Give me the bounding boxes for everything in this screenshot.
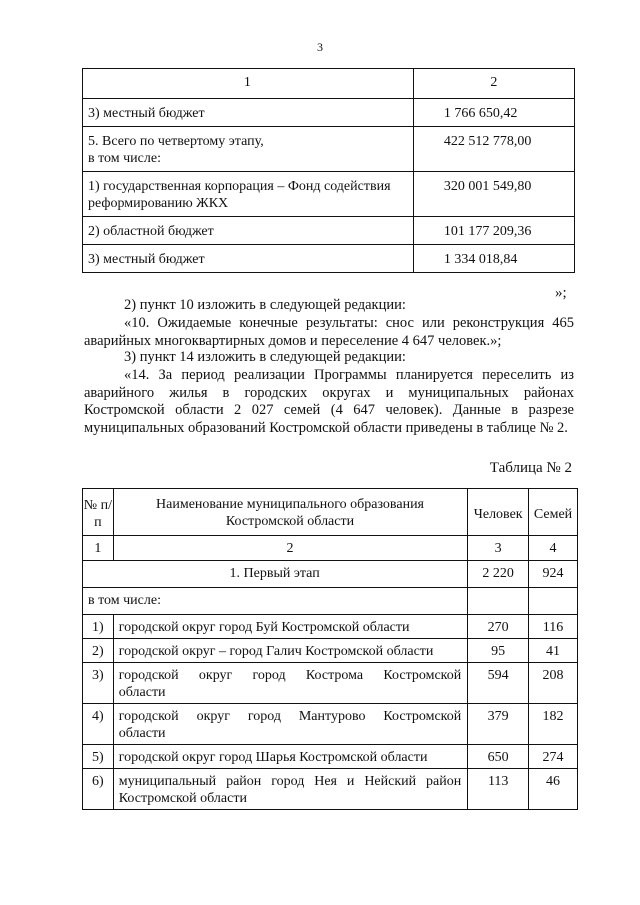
table-header-row <box>83 69 575 99</box>
row-name <box>113 769 468 810</box>
column-index: 1 <box>83 536 114 561</box>
column-index: 2 <box>113 536 468 561</box>
row-name-line: городской округ город Мантурово Костромской <box>118 709 462 724</box>
table-row <box>83 172 575 217</box>
subheader-text: в том числе: <box>83 588 468 615</box>
table-row <box>83 639 578 663</box>
row-label-line: 5. Всего по четвертому этапу, <box>88 134 264 149</box>
row-name <box>113 704 468 745</box>
row-families: 116 <box>529 615 578 639</box>
stage-name: 1. Первый этап <box>83 561 468 588</box>
stage-families: 924 <box>529 561 578 588</box>
amendment-paragraph: «14. За период реализации Программы планируется переселить из аварийного жилья в городских округах и муниципальных районах Костромской области 2 027 семей (4 647 человек). Данные в разрезе муниципальных образований Костромской области приведены в таблице № 2. <box>84 367 574 436</box>
row-label-line: 1) государственная корпорация – Фонд содействия <box>88 179 391 194</box>
row-families: 208 <box>529 663 578 704</box>
amendment-paragraph: 2) пункт 10 изложить в следующей редакции: <box>124 297 406 313</box>
row-label-line: реформированию ЖКХ <box>88 196 229 211</box>
stage-row <box>83 561 578 588</box>
row-label-line: в том числе: <box>88 151 161 166</box>
page-number: 3 <box>317 40 323 54</box>
column-header-num: № п/п <box>83 489 114 536</box>
subheader-row <box>83 588 578 615</box>
row-value: 1 334 018,84 <box>413 245 574 273</box>
table-row <box>83 245 575 273</box>
column-header-name-line: Наименование муниципального образования <box>156 497 424 512</box>
row-name: городской округ город Буй Костромской области <box>113 615 468 639</box>
row-people: 650 <box>468 745 529 769</box>
row-label: 3) местный бюджет <box>83 99 414 127</box>
column-header-2: 2 <box>413 69 574 99</box>
row-people: 379 <box>468 704 529 745</box>
table-row <box>83 217 575 245</box>
closing-quote-mark: »; <box>555 285 567 301</box>
row-name-line: области <box>118 685 166 700</box>
column-index-row <box>83 536 578 561</box>
row-people: 594 <box>468 663 529 704</box>
row-number: 6) <box>83 769 114 810</box>
row-name-line: области <box>118 726 166 741</box>
empty-cell <box>529 588 578 615</box>
row-label: 2) областной бюджет <box>83 217 414 245</box>
row-number: 4) <box>83 704 114 745</box>
table-row <box>83 99 575 127</box>
row-families: 41 <box>529 639 578 663</box>
column-index: 4 <box>529 536 578 561</box>
table-caption: Таблица № 2 <box>489 460 572 476</box>
table-row <box>83 704 578 745</box>
row-value: 422 512 778,00 <box>413 127 574 172</box>
row-value: 1 766 650,42 <box>413 99 574 127</box>
resettlement-table <box>82 488 578 810</box>
row-families: 182 <box>529 704 578 745</box>
row-people: 113 <box>468 769 529 810</box>
row-name-line: муниципальный район город Нея и Нейский район <box>118 774 462 789</box>
row-name-line: Костромской области <box>118 791 247 806</box>
table-row <box>83 615 578 639</box>
column-index: 3 <box>468 536 529 561</box>
row-value: 101 177 209,36 <box>413 217 574 245</box>
column-header-families: Семей <box>529 489 578 536</box>
row-people: 270 <box>468 615 529 639</box>
row-number: 3) <box>83 663 114 704</box>
table-row <box>83 745 578 769</box>
funding-table <box>82 68 575 273</box>
column-header-name <box>113 489 468 536</box>
empty-cell <box>468 588 529 615</box>
row-label: 3) местный бюджет <box>83 245 414 273</box>
row-number: 1) <box>83 615 114 639</box>
column-header-people: Человек <box>468 489 529 536</box>
stage-people: 2 220 <box>468 561 529 588</box>
row-name <box>113 663 468 704</box>
table-row <box>83 769 578 810</box>
row-number: 2) <box>83 639 114 663</box>
row-number: 5) <box>83 745 114 769</box>
table-row <box>83 663 578 704</box>
row-people: 95 <box>468 639 529 663</box>
table-header-row <box>83 489 578 536</box>
amendment-paragraph: «10. Ожидаемые конечные результаты: снос или реконструкция 465 аварийных многоквартирных домов и переселение 4 647 человек.»; <box>84 315 574 349</box>
table-row <box>83 127 575 172</box>
column-header-name-line: Костромской области <box>225 514 355 529</box>
row-name: городской округ – город Галич Костромской области <box>113 639 468 663</box>
column-header-1: 1 <box>83 69 414 99</box>
row-label <box>83 172 414 217</box>
row-families: 274 <box>529 745 578 769</box>
amendment-paragraph: 3) пункт 14 изложить в следующей редакции: <box>124 349 406 365</box>
row-name-line: городской округ город Кострома Костромской <box>118 668 462 683</box>
row-value: 320 001 549,80 <box>413 172 574 217</box>
row-families: 46 <box>529 769 578 810</box>
row-name: городской округ город Шарья Костромской области <box>113 745 468 769</box>
row-label <box>83 127 414 172</box>
